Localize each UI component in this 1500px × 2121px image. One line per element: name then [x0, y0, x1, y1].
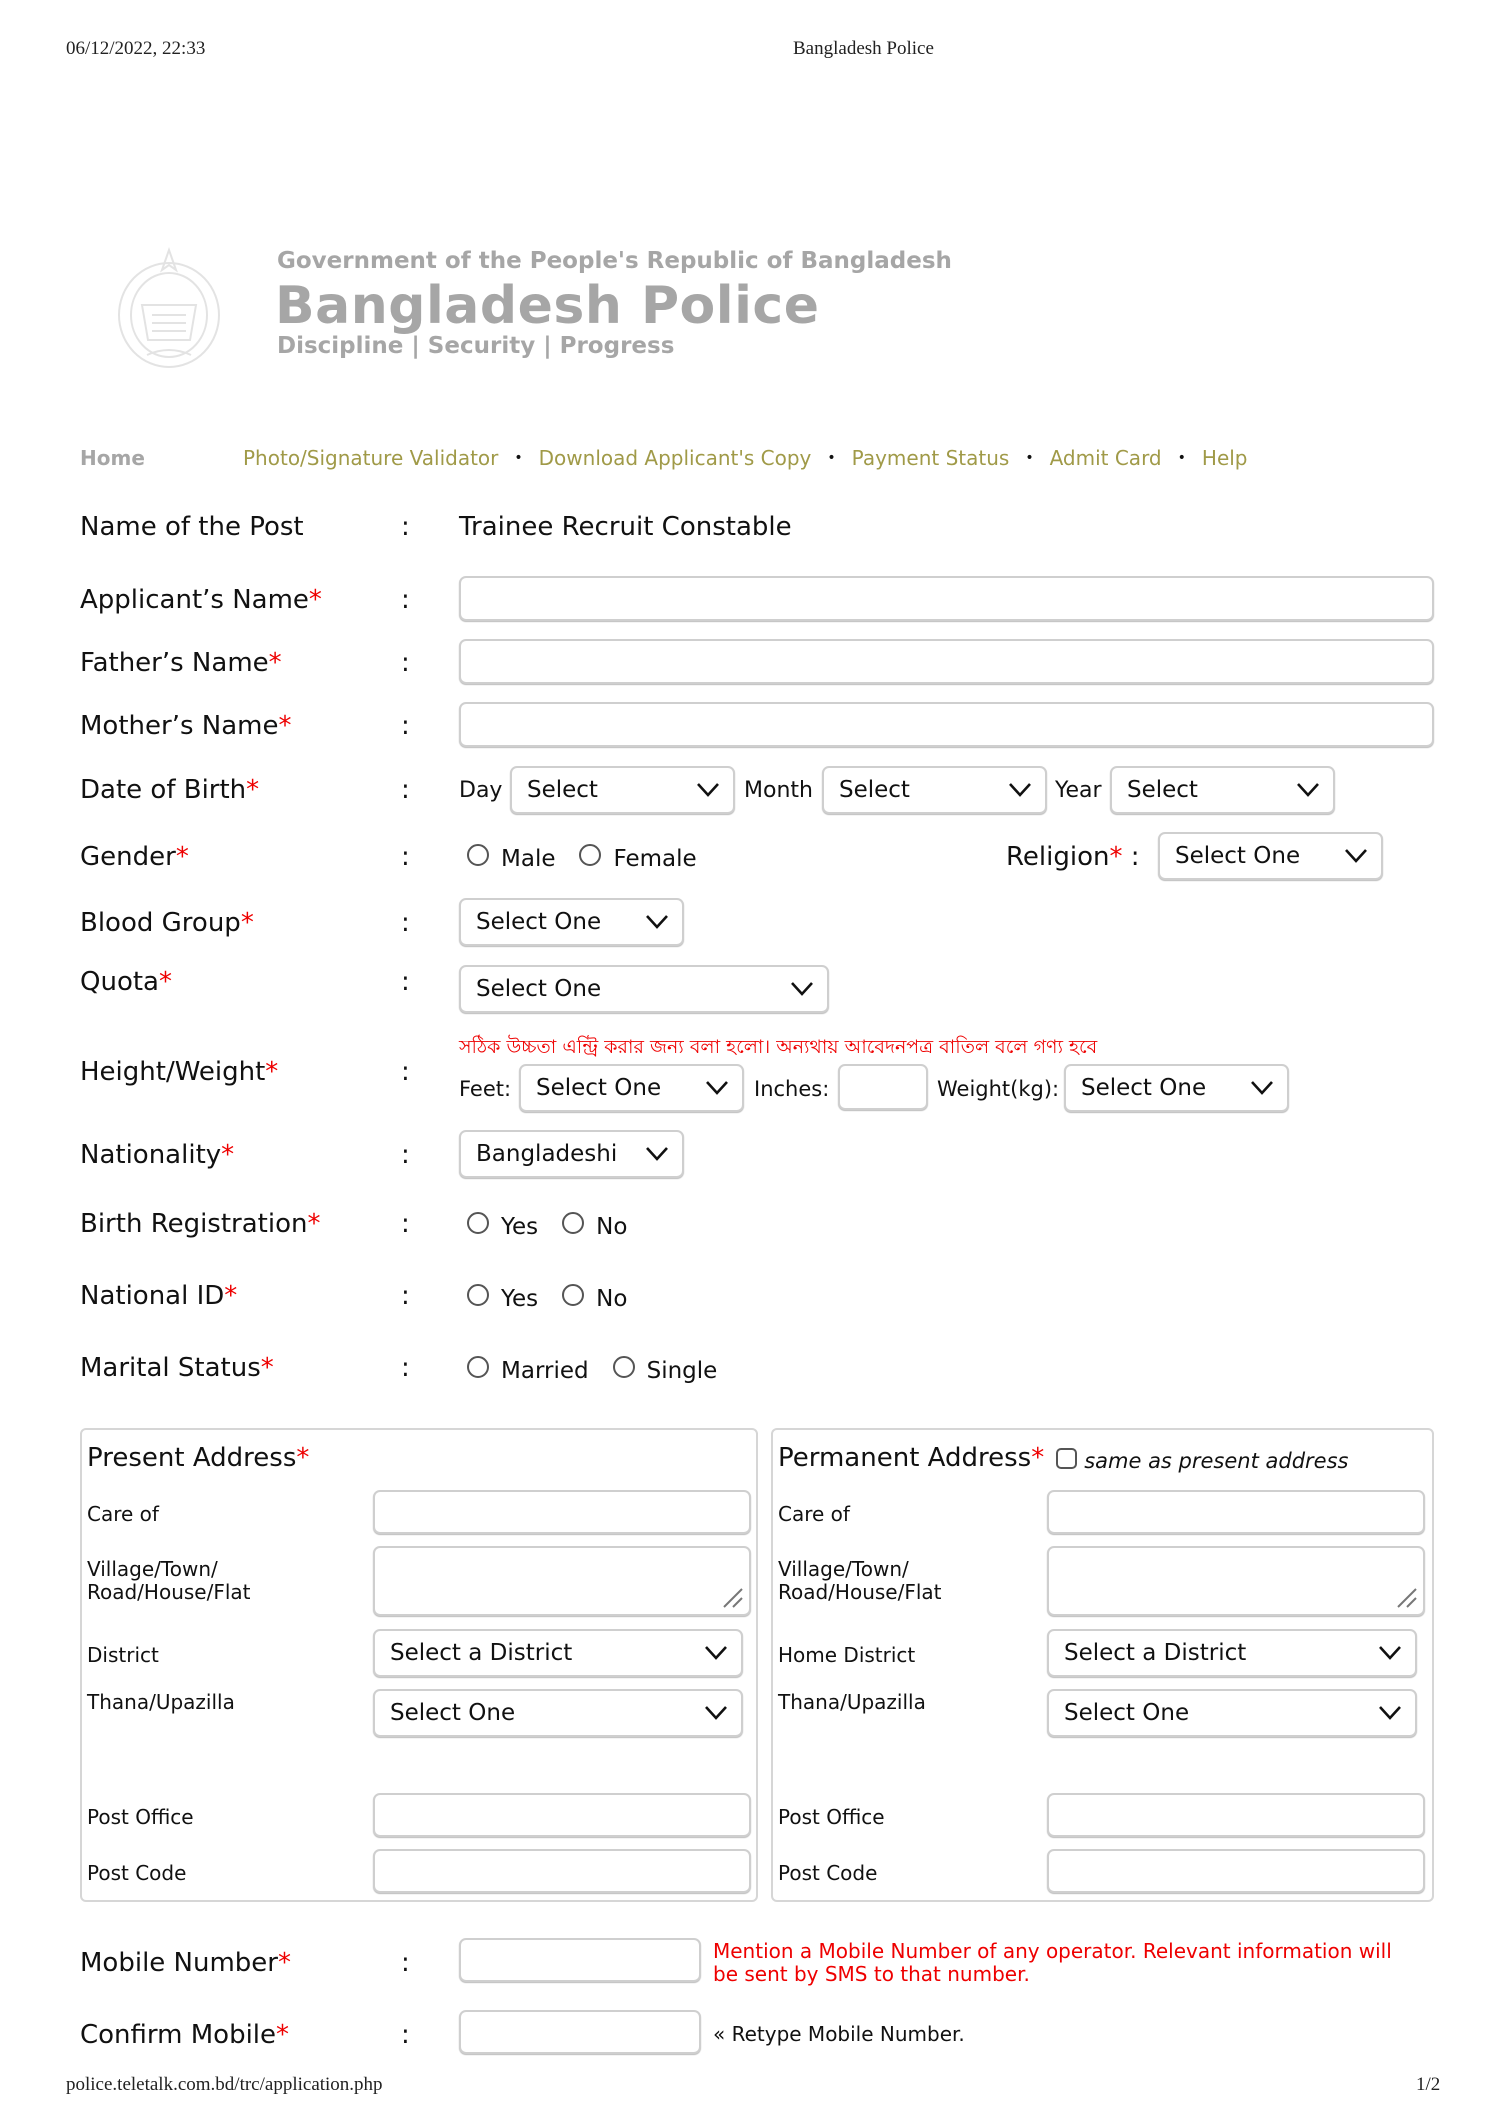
colon: :: [401, 1353, 410, 1383]
colon: :: [401, 585, 410, 615]
father-name-label: Father’s Name*: [80, 648, 282, 678]
present-post-code-input[interactable]: [373, 1849, 751, 1893]
chevron-down-icon: [1297, 783, 1319, 797]
chevron-down-icon: [646, 915, 668, 929]
police-emblem-icon: [112, 245, 227, 370]
colon: :: [401, 1948, 410, 1978]
father-name-input[interactable]: [459, 639, 1434, 684]
colon: :: [401, 775, 410, 805]
colon: :: [401, 1140, 410, 1170]
post-label: Name of the Post: [80, 512, 304, 542]
chevron-down-icon: [1251, 1081, 1273, 1095]
applicant-name-input[interactable]: [459, 576, 1434, 621]
permanent-village-textarea[interactable]: [1047, 1546, 1425, 1616]
nationality-label: Nationality*: [80, 1140, 235, 1170]
print-datetime: 06/12/2022, 22:33: [66, 38, 206, 59]
colon: :: [401, 1057, 410, 1087]
nationality-select[interactable]: Bangladeshi: [459, 1130, 684, 1178]
single-option[interactable]: Single: [613, 1354, 718, 1380]
nid-yes-option[interactable]: Yes: [467, 1282, 538, 1308]
permanent-post-office-label: Post Office: [778, 1805, 885, 1829]
inches-label: Inches:: [754, 1077, 830, 1101]
gender-female-option[interactable]: Female: [579, 842, 696, 868]
chevron-down-icon: [697, 783, 719, 797]
nav-separator: •: [1177, 450, 1186, 466]
dob-day-select[interactable]: Select: [510, 766, 735, 814]
nid-no-option[interactable]: No: [562, 1282, 627, 1308]
permanent-district-label: Home District: [778, 1643, 916, 1667]
chevron-down-icon: [1379, 1646, 1401, 1660]
radio-yes[interactable]: [467, 1212, 489, 1234]
colon: :: [401, 648, 410, 678]
present-thana-select[interactable]: Select One: [373, 1689, 743, 1737]
inches-input[interactable]: [838, 1064, 928, 1110]
nav-admit-card[interactable]: Admit Card: [1049, 446, 1162, 470]
print-url: police.teletalk.com.bd/trc/application.php: [66, 2074, 383, 2095]
chevron-down-icon: [1379, 1706, 1401, 1720]
nav-photo-validator[interactable]: Photo/Signature Validator: [243, 446, 499, 470]
national-id-radio-group: [467, 1282, 641, 1312]
radio-female[interactable]: [579, 844, 601, 866]
religion-select[interactable]: Select One: [1158, 832, 1383, 880]
feet-select[interactable]: Select One: [519, 1064, 744, 1112]
birth-reg-yes-option[interactable]: Yes: [467, 1210, 538, 1236]
present-post-office-input[interactable]: [373, 1793, 751, 1837]
permanent-thana-label: Thana/Upazilla: [778, 1690, 926, 1714]
present-post-office-label: Post Office: [87, 1805, 194, 1829]
birth-reg-no-option[interactable]: No: [562, 1210, 627, 1236]
present-district-select[interactable]: Select a District: [373, 1629, 743, 1677]
nav-help[interactable]: Help: [1201, 446, 1248, 470]
nav-payment-status[interactable]: Payment Status: [851, 446, 1010, 470]
same-as-present-label[interactable]: same as present address: [1084, 1449, 1349, 1473]
quota-select[interactable]: Select One: [459, 965, 829, 1013]
religion-label: Religion* :: [1006, 842, 1140, 872]
height-weight-label: Height/Weight*: [80, 1057, 279, 1087]
radio-single[interactable]: [613, 1356, 635, 1378]
colon: :: [401, 842, 410, 872]
permanent-post-code-input[interactable]: [1047, 1849, 1425, 1893]
mother-name-label: Mother’s Name*: [80, 711, 292, 741]
header-government: Government of the People's Republic of Bangladesh: [277, 248, 952, 274]
chevron-down-icon: [791, 982, 813, 996]
radio-no[interactable]: [562, 1212, 584, 1234]
colon: :: [401, 1209, 410, 1239]
dob-day-label: Day: [459, 778, 503, 803]
same-as-present-checkbox[interactable]: [1056, 1448, 1077, 1469]
birth-registration-radio-group: [467, 1210, 641, 1240]
confirm-mobile-note: « Retype Mobile Number.: [713, 2022, 965, 2046]
mobile-note: Mention a Mobile Number of any operator. Relevant information will be sent by SMS to that number.: [713, 1939, 1392, 1986]
dob-label: Date of Birth*: [80, 775, 260, 805]
radio-no[interactable]: [562, 1284, 584, 1306]
blood-group-select[interactable]: Select One: [459, 898, 684, 946]
married-option[interactable]: Married: [467, 1354, 589, 1380]
chevron-down-icon: [706, 1081, 728, 1095]
gender-male-option[interactable]: Male: [467, 842, 555, 868]
chevron-down-icon: [705, 1646, 727, 1660]
radio-married[interactable]: [467, 1356, 489, 1378]
gender-radio-group: [467, 842, 711, 872]
post-value: Trainee Recruit Constable: [459, 512, 792, 542]
birth-registration-label: Birth Registration*: [80, 1209, 321, 1239]
permanent-address-title: Permanent Address * same as present address: [778, 1443, 1349, 1473]
resize-grip-icon[interactable]: [1395, 1586, 1417, 1608]
present-address-title: Present Address*: [87, 1443, 310, 1473]
nav-separator: •: [514, 450, 523, 466]
nav-home[interactable]: Home: [80, 446, 145, 470]
nav-links: [243, 446, 1248, 470]
permanent-post-code-label: Post Code: [778, 1861, 878, 1885]
present-thana-label: Thana/Upazilla: [87, 1690, 235, 1714]
permanent-district-select[interactable]: Select a District: [1047, 1629, 1417, 1677]
dob-year-select[interactable]: Select: [1110, 766, 1335, 814]
dob-month-label: Month: [744, 778, 813, 803]
height-note: সঠিক উচ্চতা এন্ট্রি করার জন্য বলা হলো। অন্যথায় আবেদনপত্র বাতিল বলে গণ্য হবে: [459, 1036, 1098, 1058]
chevron-down-icon: [646, 1147, 668, 1161]
colon: :: [401, 967, 410, 997]
marital-status-radio-group: [467, 1354, 731, 1384]
print-title: Bangladesh Police: [793, 38, 934, 59]
colon: :: [401, 908, 410, 938]
quota-label: Quota*: [80, 967, 172, 997]
mobile-input[interactable]: [459, 1938, 701, 1982]
permanent-care-of-input[interactable]: [1047, 1490, 1425, 1534]
permanent-village-label: Village/Town/ Road/House/Flat: [778, 1557, 942, 1604]
confirm-mobile-label: Confirm Mobile*: [80, 2020, 290, 2050]
gender-label: Gender*: [80, 842, 189, 872]
chevron-down-icon: [705, 1706, 727, 1720]
dob-year-label: Year: [1055, 778, 1102, 803]
chevron-down-icon: [1345, 849, 1367, 863]
colon: :: [401, 2020, 410, 2050]
colon: :: [401, 711, 410, 741]
national-id-label: National ID*: [80, 1281, 238, 1311]
feet-label: Feet:: [459, 1077, 512, 1101]
header-motto: Discipline | Security | Progress: [277, 333, 675, 359]
nav-download-copy[interactable]: Download Applicant's Copy: [538, 446, 812, 470]
nav-separator: •: [827, 450, 836, 466]
chevron-down-icon: [1009, 783, 1031, 797]
header-title: Bangladesh Police: [275, 276, 820, 336]
blood-group-label: Blood Group*: [80, 908, 254, 938]
permanent-post-office-input[interactable]: [1047, 1793, 1425, 1837]
resize-grip-icon[interactable]: [721, 1586, 743, 1608]
present-village-textarea[interactable]: [373, 1546, 751, 1616]
colon: :: [401, 512, 410, 542]
permanent-care-of-label: Care of: [778, 1502, 850, 1526]
print-page-number: 1/2: [1416, 2074, 1441, 2095]
marital-status-label: Marital Status*: [80, 1353, 274, 1383]
weight-label: Weight(kg):: [937, 1077, 1060, 1101]
weight-select[interactable]: Select One: [1064, 1064, 1289, 1112]
present-care-of-input[interactable]: [373, 1490, 751, 1534]
applicant-name-label: Applicant’s Name*: [80, 585, 322, 615]
mother-name-input[interactable]: [459, 702, 1434, 747]
mobile-label: Mobile Number*: [80, 1948, 291, 1978]
present-village-label: Village/Town/ Road/House/Flat: [87, 1557, 251, 1604]
radio-male[interactable]: [467, 844, 489, 866]
colon: :: [401, 1281, 410, 1311]
present-post-code-label: Post Code: [87, 1861, 187, 1885]
permanent-thana-select[interactable]: Select One: [1047, 1689, 1417, 1737]
present-district-label: District: [87, 1643, 159, 1667]
dob-month-select[interactable]: Select: [822, 766, 1047, 814]
confirm-mobile-input[interactable]: [459, 2010, 701, 2054]
radio-yes[interactable]: [467, 1284, 489, 1306]
nav-separator: •: [1025, 450, 1034, 466]
present-care-of-label: Care of: [87, 1502, 159, 1526]
